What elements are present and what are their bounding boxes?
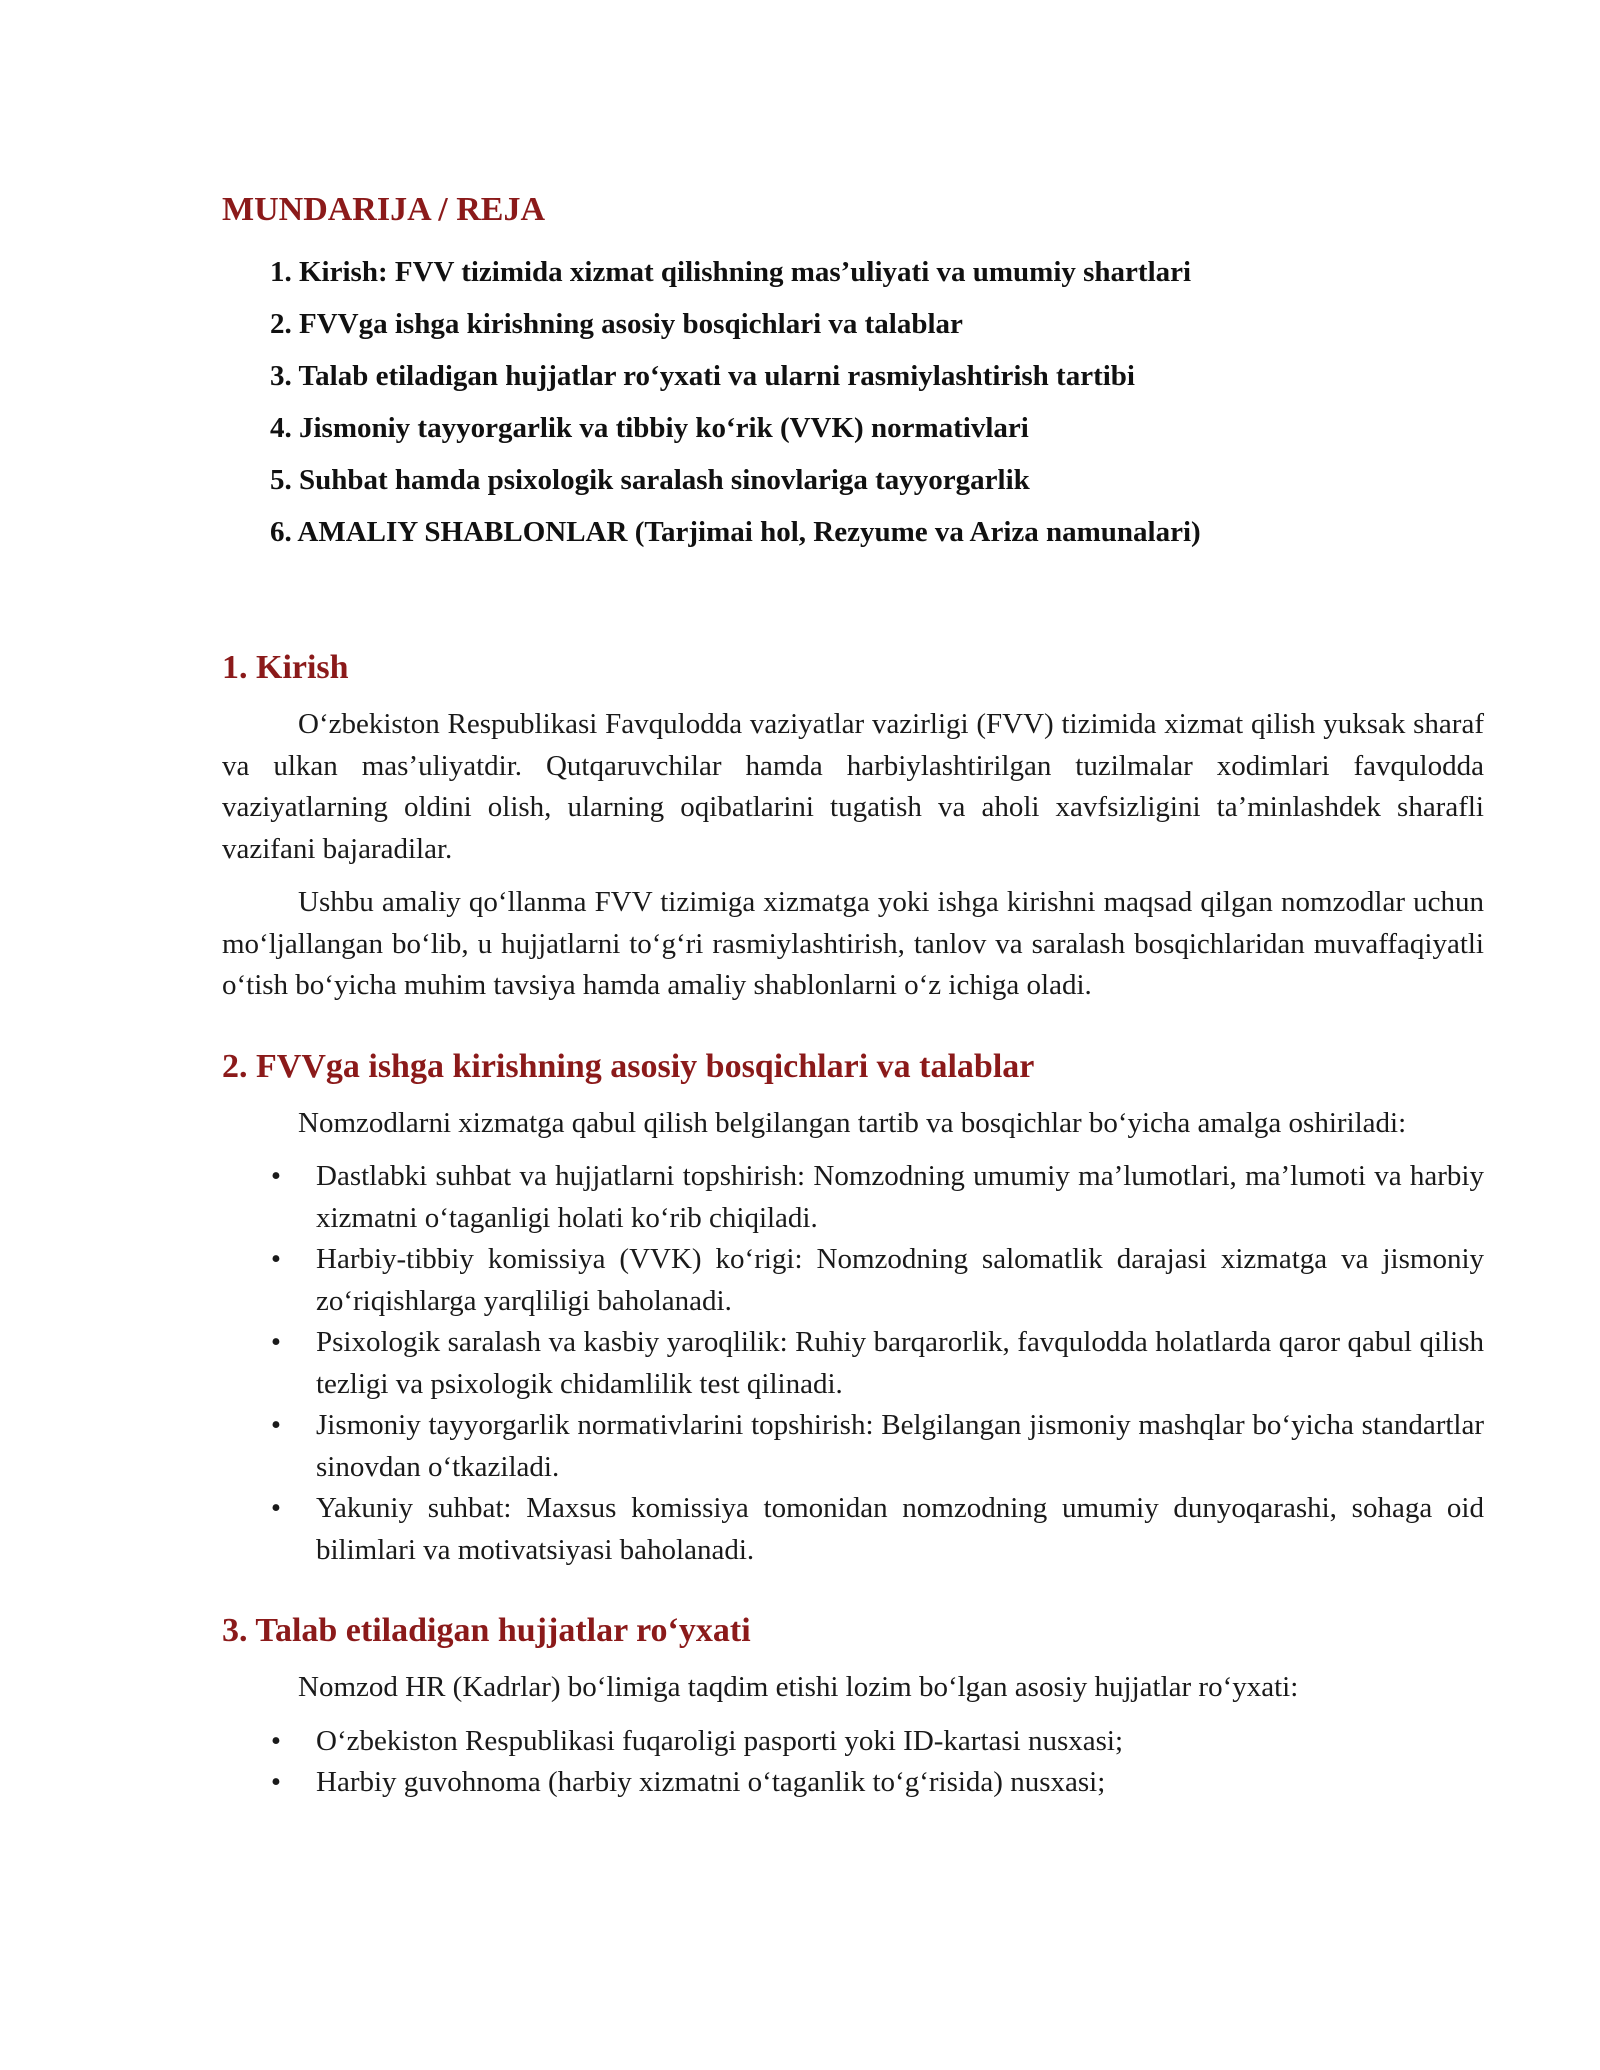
list-item xyxy=(222,1239,1484,1322)
table-of-contents xyxy=(222,246,1484,558)
list-item-text: Psixologik saralash va kasbiy yaroqlilik: Ruhiy barqarorlik, favqulodda holatlarda qaror qabul qilish tezligi va psixologik chidamlilik test qilinadi. xyxy=(316,1326,1484,1400)
list-item-text: Yakuniy suhbat: Maxsus komissiya tomonidan nomzodning umumiy dunyoqarashi, sohaga oid bilimlari va motivatsiyasi baholanadi. xyxy=(316,1492,1484,1566)
bullet-icon: • xyxy=(270,1243,282,1275)
bullet-icon: • xyxy=(270,1326,282,1358)
toc-item: 6. AMALIY SHABLONLAR (Tarjimai hol, Rezyume va Ariza namunalari) xyxy=(270,516,1201,548)
bullet-icon: • xyxy=(270,1160,282,1192)
list-item xyxy=(222,1721,1484,1763)
section-stages xyxy=(222,1045,1484,1572)
bullet-list xyxy=(222,1156,1484,1571)
section-documents xyxy=(222,1609,1484,1804)
toc-item: 3. Talab etiladigan hujjatlar ro‘yxati va ularni rasmiylashtirish tartibi xyxy=(270,360,1135,392)
list-item-text: Harbiy-tibbiy komissiya (VVK) ko‘rigi: Nomzodning salomatlik darajasi xizmatga va jismoniy zo‘riqishlarga yarqliligi baholanadi. xyxy=(316,1243,1484,1317)
list-item-text: Jismoniy tayyorgarlik normativlarini topshirish: Belgilangan jismoniy mashqlar bo‘yicha standartlar sinovdan o‘tkaziladi. xyxy=(316,1409,1484,1483)
toc-item: 1. Kirish: FVV tizimida xizmat qilishning mas’uliyati va umumiy shartlari xyxy=(270,256,1192,288)
list-item-text: Dastlabki suhbat va hujjatlarni topshirish: Nomzodning umumiy ma’lumotlari, ma’lumoti va harbiy xizmatni o‘taganligi holati ko‘rib chiqiladi. xyxy=(316,1160,1484,1234)
list-item-text: O‘zbekiston Respublikasi fuqaroligi pasporti yoki ID-kartasi nusxasi; xyxy=(316,1724,1124,1757)
paragraph: Nomzod HR (Kadrlar) bo‘limiga taqdim etishi lozim bo‘lgan asosiy hujjatlar ro‘yxati: xyxy=(298,1671,1299,1703)
section-introduction xyxy=(222,646,1484,1007)
list-item xyxy=(222,1488,1484,1571)
section-heading: 1. Kirish xyxy=(222,649,349,686)
list-item xyxy=(222,1322,1484,1405)
list-item xyxy=(222,1405,1484,1488)
bullet-icon: • xyxy=(270,1724,282,1757)
list-item-text: Harbiy guvohnoma (harbiy xizmatni o‘taganlik to‘g‘risida) nusxasi; xyxy=(316,1766,1106,1798)
bullet-icon: • xyxy=(270,1766,282,1798)
toc-item: 4. Jismoniy tayyorgarlik va tibbiy ko‘rik (VVK) normativlari xyxy=(270,412,1029,444)
toc-item: 2. FVVga ishga kirishning asosiy bosqichlari va talablar xyxy=(270,308,963,340)
paragraph: Nomzodlarni xizmatga qabul qilish belgilangan tartib va bosqichlar bo‘yicha amalga oshiriladi: xyxy=(298,1106,1407,1139)
toc-title: MUNDARIJA / REJA xyxy=(222,191,545,228)
bullet-icon: • xyxy=(270,1409,282,1441)
list-item xyxy=(222,1762,1484,1804)
bullet-list xyxy=(222,1721,1484,1804)
paragraph: O‘zbekiston Respublikasi Favqulodda vaziyatlar vazirligi (FVV) tizimida xizmat qilish yuksak sharaf va ulkan mas’uliyatdir. Qutqaruvchilar hamda harbiylashtirilgan tuzilmalar xodimlari favqulodda vaziyatlarning oldini olish, ularning oqibatlarini tugatish va aholi xavfsizligini ta’minlashdek sharafli vazifani bajaradilar. xyxy=(222,708,1484,865)
document-page xyxy=(222,188,1484,1804)
list-item xyxy=(222,1156,1484,1239)
toc-item: 5. Suhbat hamda psixologik saralash sinovlariga tayyorgarlik xyxy=(270,464,1030,496)
paragraph: Ushbu amaliy qo‘llanma FVV tizimiga xizmatga yoki ishga kirishni maqsad qilgan nomzodlar uchun mo‘ljallangan bo‘lib, u hujjatlarni to‘g‘ri rasmiylashtirish, tanlov va saralash bosqichlaridan muvaffaqiyatli o‘tish bo‘yicha muhim tavsiya hamda amaliy shablonlarni o‘z ichiga oladi. xyxy=(222,886,1484,1001)
section-heading: 3. Talab etiladigan hujjatlar ro‘yxati xyxy=(222,1612,751,1649)
bullet-icon: • xyxy=(270,1492,282,1524)
section-heading: 2. FVVga ishga kirishning asosiy bosqichlari va talablar xyxy=(222,1047,1035,1085)
